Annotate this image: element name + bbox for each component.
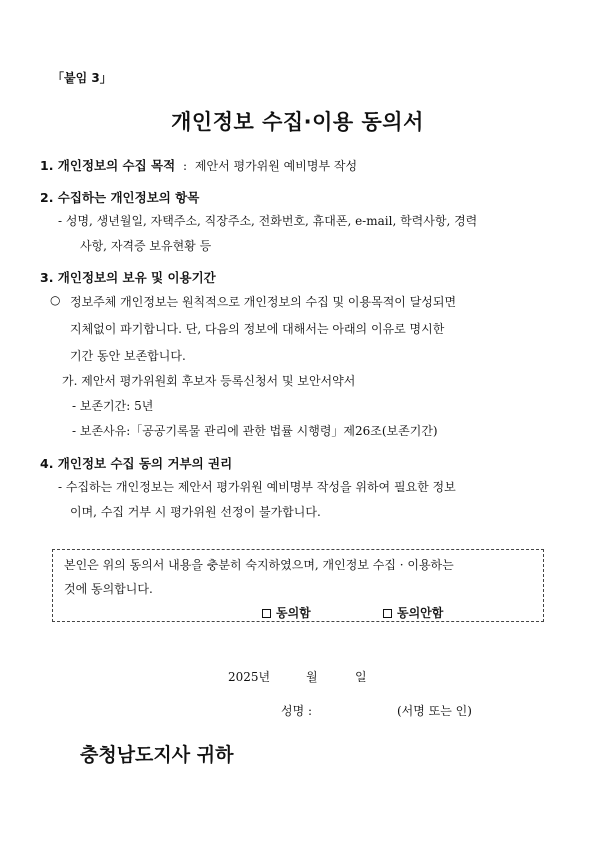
agree-label: 동의함 bbox=[276, 606, 311, 620]
section-3-bullet: ○ bbox=[50, 293, 61, 307]
retention-period: - 보존기간: 5년 bbox=[72, 399, 154, 413]
section-3-paragraph-line-1: 정보주체 개인정보는 원칙적으로 개인정보의 수집 및 이용목적이 달성되면 bbox=[70, 295, 457, 309]
signature-hint: (서명 또는 인) bbox=[397, 704, 472, 718]
section-1-heading: 1. 개인정보의 수집 목적 bbox=[40, 158, 176, 173]
section-3-paragraph-line-2: 지체없이 파기합니다. 단, 다음의 정보에 대해서는 아래의 이유로 명시한 bbox=[70, 322, 445, 336]
consent-statement-line-2: 것에 동의합니다. bbox=[64, 582, 153, 596]
section-1-text: 제안서 평가위원 예비명부 작성 bbox=[194, 159, 358, 173]
name-label: 성명 : bbox=[281, 704, 313, 718]
section-3-heading: 3. 개인정보의 보유 및 이용기간 bbox=[40, 270, 216, 285]
disagree-checkbox[interactable] bbox=[383, 604, 443, 621]
agree-checkbox[interactable] bbox=[262, 604, 311, 621]
consent-statement-line-1: 본인은 위의 동의서 내용을 충분히 숙지하였으며, 개인정보 수집 · 이용하는 bbox=[64, 558, 454, 572]
section-3-sub-item: 가. 제안서 평가위원회 후보자 등록신청서 및 보안서약서 bbox=[62, 374, 356, 388]
date-month: 월 bbox=[306, 670, 318, 684]
retention-reason: - 보존사유:「공공기록물 관리에 관한 법률 시행령」제26조(보존기간) bbox=[72, 424, 438, 438]
agree-checkbox-box[interactable] bbox=[262, 609, 271, 618]
section-1 bbox=[40, 156, 357, 174]
attachment-label: 「붙임 3」 bbox=[52, 71, 112, 85]
section-2-line-2: 사항, 자격증 보유현황 등 bbox=[80, 239, 212, 253]
section-2-heading: 2. 수집하는 개인정보의 항목 bbox=[40, 190, 200, 205]
section-4-line-1: - 수집하는 개인정보는 제안서 평가위원 예비명부 작성을 위하여 필요한 정보 bbox=[58, 480, 456, 494]
document-title: 개인정보 수집·이용 동의서 bbox=[171, 110, 424, 134]
section-4-heading: 4. 개인정보 수집 동의 거부의 권리 bbox=[40, 456, 233, 471]
disagree-label: 동의안함 bbox=[397, 606, 444, 620]
date-year: 2025년 bbox=[228, 670, 271, 684]
section-1-separator: : bbox=[183, 159, 188, 173]
section-4-line-2: 이며, 수집 거부 시 평가위원 선정이 불가합니다. bbox=[70, 505, 321, 519]
date-day: 일 bbox=[355, 670, 367, 684]
section-2-line-1: - 성명, 생년월일, 자택주소, 직장주소, 전화번호, 휴대폰, e-mail, 학력사항, 경력 bbox=[58, 214, 478, 228]
section-3-paragraph-line-3: 기간 동안 보존합니다. bbox=[70, 349, 186, 363]
recipient: 충청남도지사 귀하 bbox=[80, 744, 234, 766]
disagree-checkbox-box[interactable] bbox=[383, 609, 392, 618]
